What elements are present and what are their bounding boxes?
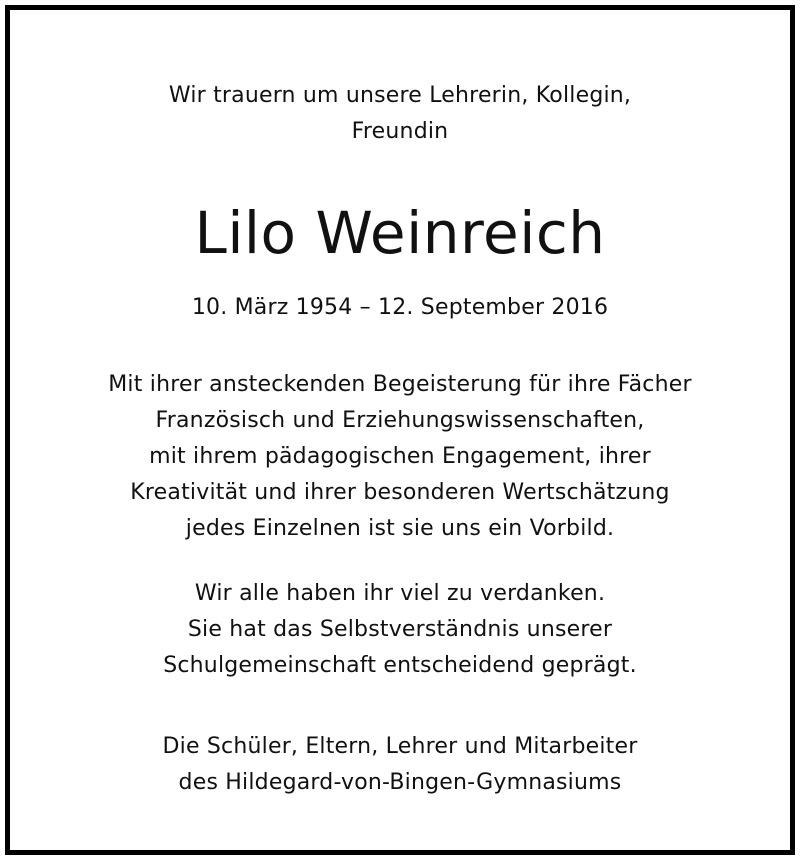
paragraph1-line-5: jedes Einzelnen ist sie uns ein Vorbild. [185, 516, 615, 541]
tribute-paragraph-1 [10, 367, 790, 547]
life-dates [10, 290, 790, 326]
paragraph2-line-3: Schulgemeinschaft entscheidend geprägt. [163, 653, 637, 678]
obituary-frame [5, 5, 795, 855]
signature-line-2: des Hildegard-von-Bingen-Gymnasiums [178, 770, 622, 795]
tribute-paragraph-2 [10, 576, 790, 684]
dates-text: 10. März 1954 – 12. September 2016 [191, 295, 609, 320]
paragraph2-line-2: Sie hat das Selbstverständnis unserer [187, 617, 613, 642]
intro-line-2: Freundin [351, 119, 449, 144]
paragraph2-line-1: Wir alle haben ihr viel zu verdanken. [194, 581, 606, 606]
paragraph1-line-3: mit ihrem pädagogischen Engagement, ihrer [149, 444, 651, 469]
paragraph1-line-1: Mit ihrer ansteckenden Begeisterung für ihre Fächer [108, 372, 692, 397]
intro-text [10, 78, 790, 150]
paragraph1-line-4: Kreativität und ihrer besonderen Wertschätzung [130, 480, 670, 505]
name-text: Lilo Weinreich [194, 199, 606, 267]
intro-line-1: Wir trauern um unsere Lehrerin, Kollegin, [168, 83, 632, 108]
paragraph1-line-2: Französisch und Erziehungswissenschaften, [155, 408, 645, 433]
signature-line-1: Die Schüler, Eltern, Lehrer und Mitarbeiter [162, 734, 638, 759]
deceased-name [10, 193, 790, 273]
signature-block [10, 729, 790, 801]
